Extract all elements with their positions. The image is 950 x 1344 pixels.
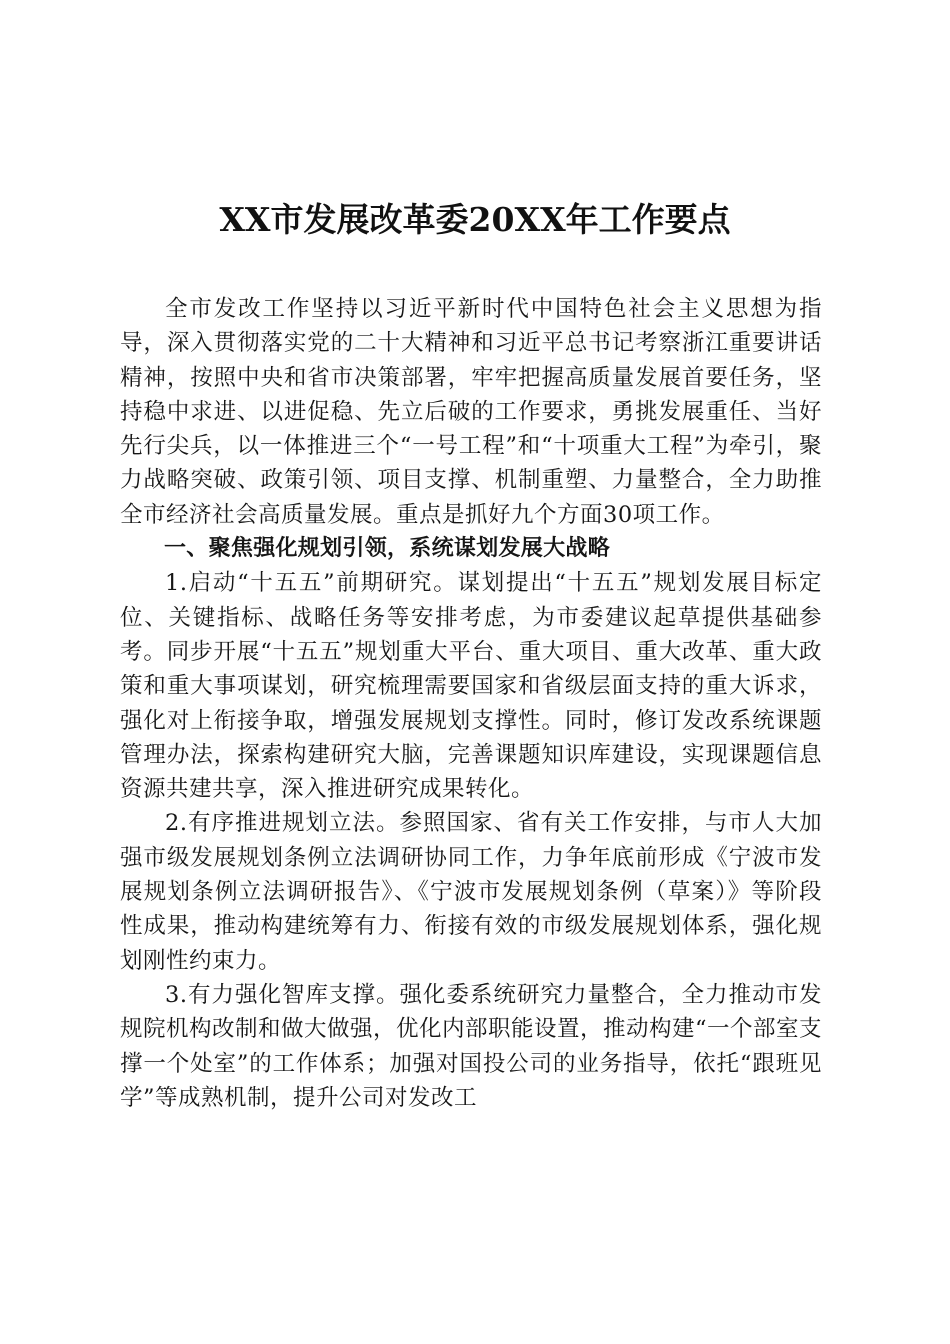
section-heading-1: 一、聚焦强化规划引领，系统谋划发展大战略	[164, 536, 611, 562]
item-paragraph-2: 2.有序推进规划立法。参照国家、省有关工作安排，与市人大加强市级发展规划条例立法调研协同工作，力争年底前形成《宁波市发展规划条例立法调研报告》、《宁波市发展规划条例（草案）》等阶段性成果，推动构建统筹有力、衔接有效的市级发展规划体系，强化规划刚性约束力。	[120, 810, 822, 974]
intro-paragraph: 全市发改工作坚持以习近平新时代中国特色社会主义思想为指导，深入贯彻落实党的二十大精神和习近平总书记考察浙江重要讲话精神，按照中央和省市决策部署，牢牢把握高质量发展首要任务，坚持稳中求进、以进促稳、先立后破的工作要求，勇挑发展重任、当好先行尖兵，以一体推进三个“一号工程”和“十项重大工程”为牵引，聚力战略突破、政策引领、项目支撑、机制重塑、力量整合，全力助推全市经济社会高质量发展。重点是抓好九个方面30项工作。	[120, 296, 822, 528]
item-paragraph-1: 1.启动“十五五”前期研究。谋划提出“十五五”规划发展目标定位、关键指标、战略任务等安排考虑，为市委建议起草提供基础参考。同步开展“十五五”规划重大平台、重大项目、重大改革、重大政策和重大事项谋划，研究梳理需要国家和省级层面支持的重大诉求，强化对上衔接争取，增强发展规划支撑性。同时，修订发改系统课题管理办法，探索构建研究大脑，完善课题知识库建设，实现课题信息资源共建共享，深入推进研究成果转化。	[120, 570, 822, 803]
item-paragraph-3: 3.有力强化智库支撑。强化委系统研究力量整合，全力推动市发规院机构改制和做大做强，优化内部职能设置，推动构建“一个部室支撑一个处室”的工作体系；加强对国投公司的业务指导，依托“跟班见学”等成熟机制，提升公司对发改工	[120, 981, 823, 1111]
document-body	[120, 292, 822, 1115]
document-title: XX市发展改革委20XX年工作要点	[219, 200, 731, 239]
